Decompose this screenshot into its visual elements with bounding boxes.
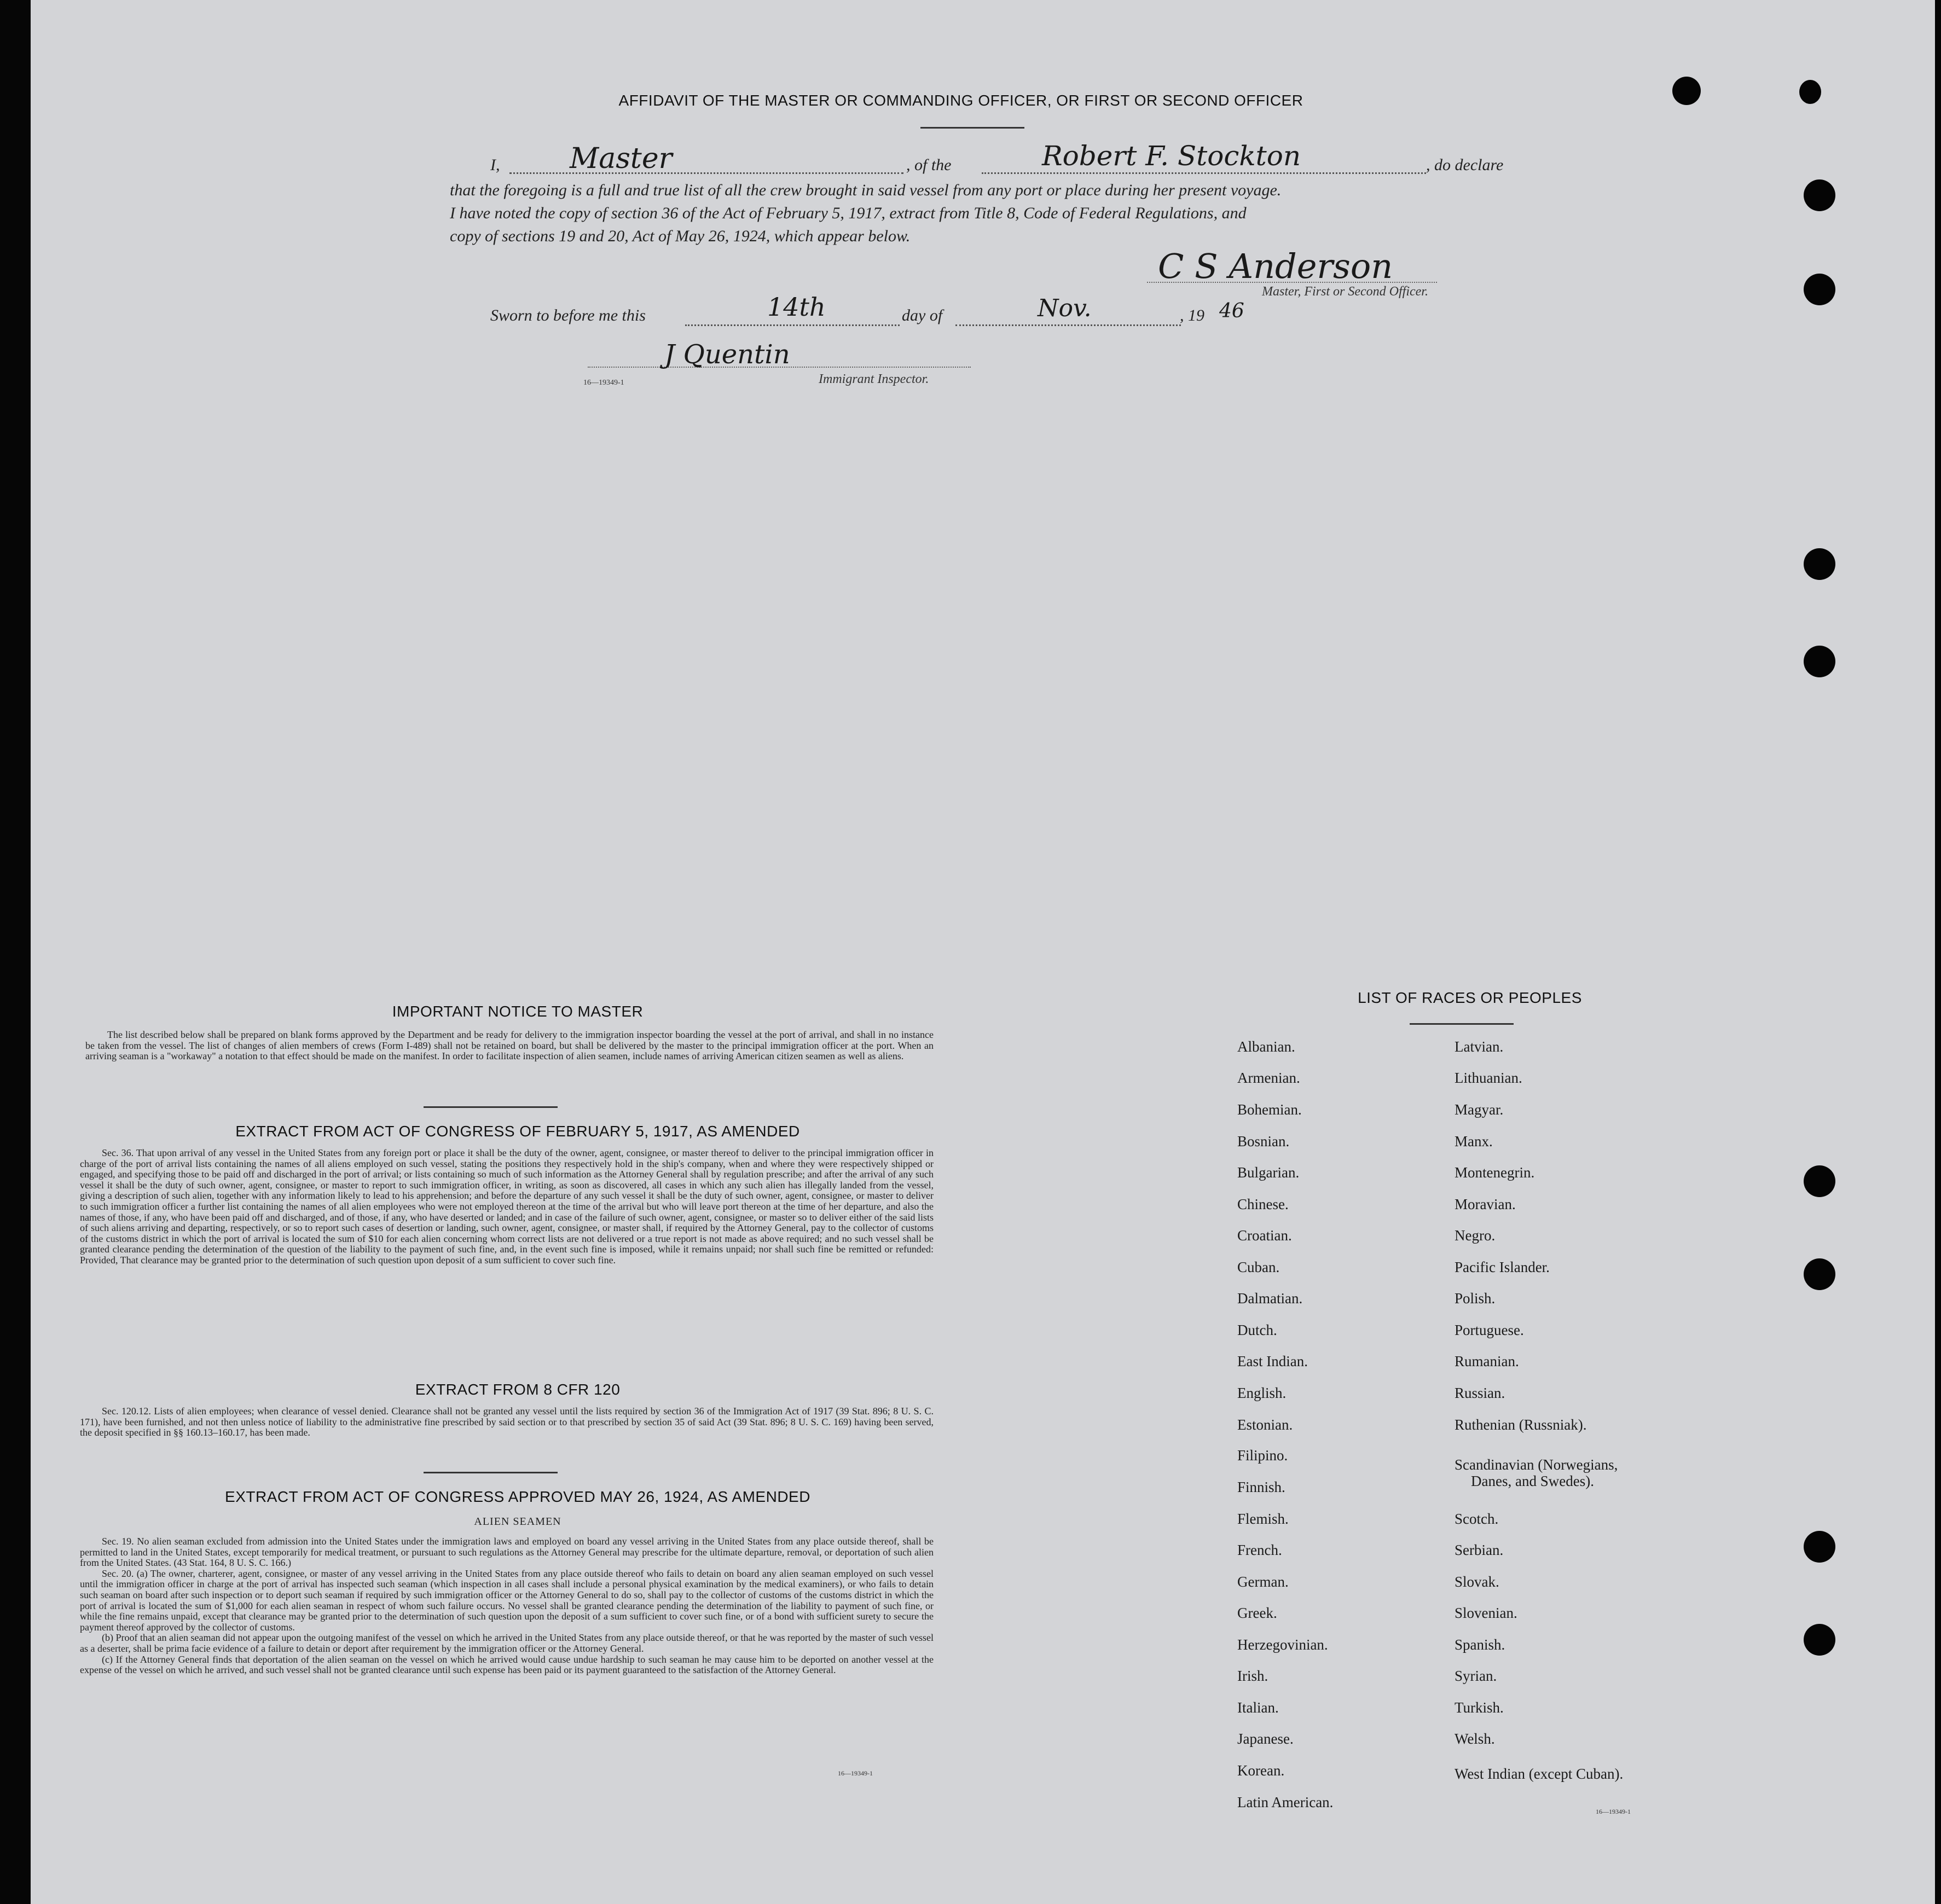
race-item: West Indian (except Cuban). [1455,1766,1624,1782]
race-item: Herzegovinian. [1237,1636,1328,1653]
race-item: Pacific Islander. [1455,1259,1550,1275]
notice-title: IMPORTANT NOTICE TO MASTER [392,1003,644,1020]
race-item: Moravian. [1455,1196,1516,1212]
race-item: Albanian. [1237,1038,1295,1055]
race-item: Welsh. [1455,1731,1495,1747]
divider [920,127,1024,129]
affidavit-lead: I, [490,156,500,174]
race-item: Latin American. [1237,1794,1334,1810]
race-item: Scandinavian (Norwegians, [1455,1456,1618,1473]
day-handwritten: 14th [767,292,826,322]
race-item: Slovenian. [1455,1605,1517,1621]
race-item: Turkish. [1455,1699,1504,1716]
race-item: Japanese. [1237,1731,1294,1747]
race-item: Portuguese. [1455,1322,1524,1338]
divider [424,1472,558,1473]
affidavit-body [450,179,1533,248]
punch-hole [1804,1624,1835,1656]
punch-hole [1804,548,1835,580]
extract1924-paragraph: Sec. 20. (a) The owner, charterer, agent, consignee, or master of any vessel arriving in the United States from any place outside thereof who fails to detain on board any alien seaman employed on such vessel until the immigration officer in charge at the port of arrival has inspected such seaman (which inspection in all cases shall include a personal physical examination by the medical examiners), or who fails to detain such seaman on board after such inspection or to deport such seaman if required by such immigration officer or the Attorney General to do so, shall pay to the collector of customs of the customs district in which the port of arrival is located the sum of $1,000 for each alien seaman in respect of whom such failure occurs. No vessel shall be granted clearance pending the determination of the liability to payment of such fine, or while the fine remains unpaid, except that clearance may be granted prior to the determination of such question upon the deposit of a sum sufficient to cover such fine, or of a bond with sufficient surety to secure the payment thereof approved by the collector of customs. [80,1568,934,1633]
race-item: Negro. [1455,1227,1496,1244]
affidavit-title: AFFIDAVIT OF THE MASTER OR COMMANDING OFFICER, OR FIRST OR SECOND OFFICER [618,92,1303,109]
race-item: Chinese. [1237,1196,1289,1212]
race-item: Bohemian. [1237,1101,1302,1118]
year-handwritten: 46 [1219,300,1244,322]
race-item: Russian. [1455,1385,1505,1401]
extract1924-title: EXTRACT FROM ACT OF CONGRESS APPROVED MAY 26, 1924, AS AMENDED [225,1488,810,1505]
extract1924-body [80,1536,934,1676]
extract1924-paragraph: (b) Proof that an alien seaman did not appear upon the outgoing manifest of the vessel on which he arrived in the United States from any place outside thereof, or that he was reported by the master of such vessel as a deserter, shall be prima facie evidence of a failure to detain or deport after requirement by the immigration officer or the Attorney General. [80,1632,934,1654]
race-item: Polish. [1455,1290,1496,1307]
month-handwritten: Nov. [1038,294,1092,322]
inspector-signature-field [588,339,971,370]
year-prefix: , 19 [1180,306,1204,324]
race-item: Korean. [1237,1762,1285,1779]
of-the-label: , of the [906,156,952,174]
day-of-label: day of [902,306,943,324]
document-page [31,0,1935,1904]
race-item: Scotch. [1455,1511,1499,1527]
race-item: Greek. [1237,1605,1277,1621]
race-item: Montenegrin. [1455,1164,1535,1181]
race-item: East Indian. [1237,1353,1308,1369]
race-item: Bosnian. [1237,1133,1290,1150]
race-item: Dutch. [1237,1322,1277,1338]
races-title: LIST OF RACES OR PEOPLES [1358,989,1582,1006]
affidavit-body-line: I have noted the copy of section 36 of the Act of February 5, 1917, extract from Title 8, Code of Federal Regulations, and [450,204,1247,222]
punch-hole [1804,646,1835,677]
punch-hole [1804,1165,1835,1197]
day-field [685,292,900,326]
extract1924-paragraph: (c) If the Attorney General finds that deportation of the alien seaman on the vessel on which he arrived would cause undue hardship to such seaman he may cause him to be deported on another vessel at the expense of the vessel on which he arrived, and such vessel shall not be granted clearance until such expense has been paid or its payment guaranteed to the satisfaction of the Attorney General. [80,1653,934,1676]
vessel-name-field [982,140,1426,174]
extractcfr-paragraph: Sec. 120.12. Lists of alien employees; when clearance of vessel denied. Clearance shall not be granted any vessel until the lists required by section 36 of the Immigration Act of 1917 (39 Stat. 896; 8 U. S. C. 171), have been furnished, and not then unless notice of liability to the administrative fine prescribed by said section or to that prescribed by section 35 of said Act (39 Stat. 896; 8 U. S. C. 169) having been served, the deposit specified in §§ 160.13–160.17, has been made. [80,1406,934,1438]
punch-hole [1804,179,1835,211]
race-item: Syrian. [1455,1668,1497,1684]
race-item: Spanish. [1455,1636,1505,1653]
form-number: 16—19349-1 [1596,1808,1631,1815]
punch-hole [1672,77,1701,105]
race-item: Lithuanian. [1455,1070,1522,1086]
race-item: French. [1237,1542,1282,1558]
race-item: Manx. [1455,1133,1493,1150]
extract1917-paragraph: Sec. 36. That upon arrival of any vessel in the United States from any foreign port or place it shall be the duty of the owner, agent, consignee, or master thereof to deliver to the principal immigration officer in charge of the port of arrival lists containing the names of all aliens employed on such vessel, stating the positions they respectively hold in the ship's company, when and where they were respectively shipped or engaged, and specifying those to be paid off and discharged in the port of arrival; or lists containing so much of such information as the Attorney General shall by regulation prescribe; and after the arrival of any such vessel it shall be the duty of such owner, agent, consignee, or master to report to such immigration officer, in writing, as soon as discovered, all cases in which any such alien has illegally landed from the vessel, giving a description of such alien, together with any information likely to lead to his apprehension; and before the departure of any such vessel it shall be the duty of such owner, agent, consignee, or master to deliver to such immigration officer a further list containing the names of all alien employees who were not employed thereon at the time of the arrival but who will leave port thereon at the time of her departure, and also the names of those, if any, who have been paid off and discharged, and of those, if any, who have deserted or landed; and in case of the failure of such owner, agent, consignee, or master so to deliver either of the said lists of such aliens arriving and departing, respectively, or so to report such cases of desertion or landing, such owner, agent, consignee, or master shall, if required by the Attorney General, pay to the collector of customs of the customs district in which the port of arrival is located the sum of $10 for each alien concerning whom correct lists are not delivered or a true report is not made as above required; and no such vessel shall be granted clearance pending the determination of the question of the liability to the payment of such fine, and, in the event such fine is imposed, while it remains unpaid; nor shall such fine be remitted or refunded: Provided, That clearance may be granted prior to the determination of such question upon deposit of a sum sufficient to cover such fine. [80,1147,934,1266]
race-item: Danes, and Swedes). [1471,1473,1594,1489]
race-item: Bulgarian. [1237,1164,1300,1181]
race-item: Cuban. [1237,1259,1280,1275]
race-item: Finnish. [1237,1479,1285,1495]
race-item: Estonian. [1237,1417,1293,1433]
notice-paragraph: The list described below shall be prepared on blank forms approved by the Department and be ready for delivery to the immigration inspector boarding the vessel at the port of arrival, and shall in no instance be taken from the vessel. The list of changes of alien members of crews (Form I-489) shall not be retained on board, but shall be delivered by the master to the principal immigration officer at the port. When an arriving seaman is a "workaway" a notation to that effect should be made on the manifest. In order to facilitate inspection of alien seamen, include names of arriving American citizen seamen as well as aliens. [85,1029,934,1062]
punch-hole [1804,1258,1835,1290]
race-item: German. [1237,1574,1289,1590]
punch-hole [1804,274,1835,305]
race-item: Italian. [1237,1699,1279,1716]
officer-signature-handwritten: C S Anderson [1158,246,1393,286]
form-number: 16—19349-1 [838,1769,873,1777]
month-field [955,294,1181,326]
vessel-name-handwritten: Robert F. Stockton [1042,140,1301,172]
race-item: Filipino. [1237,1447,1288,1464]
race-item: Armenian. [1237,1070,1300,1086]
divider [1410,1023,1514,1025]
extract1924-paragraph: Sec. 19. No alien seaman excluded from admission into the United States under the immigration laws and employed on board any vessel arriving in the United States from any place outside thereof, shall be permitted to land in the United States, except temporarily for medical treatment, or pursuant to such regulations as the Attorney General may prescribe for the ultimate departure, removal, or deportation of such alien from the United States. (43 Stat. 164, 8 U. S. C. 166.) [80,1536,934,1569]
inspector-signature-handwritten: J Quentin [664,339,790,370]
race-item: Rumanian. [1455,1353,1519,1369]
extract1924-subtitle: ALIEN SEAMEN [474,1516,561,1528]
affidavit-body-line: that the foregoing is a full and true list of all the crew brought in said vessel from any port or place during her present voyage. [450,181,1282,199]
punch-hole [1804,1531,1835,1563]
race-item: Flemish. [1237,1511,1289,1527]
do-declare-label: , do declare [1426,156,1504,174]
race-item: Latvian. [1455,1038,1504,1055]
extractcfr-title: EXTRACT FROM 8 CFR 120 [415,1381,621,1398]
race-item: Slovak. [1455,1574,1499,1590]
extract1917-title: EXTRACT FROM ACT OF CONGRESS OF FEBRUARY 5, 1917, AS AMENDED [235,1123,800,1140]
punch-hole [1799,80,1821,104]
race-item: Ruthenian (Russniak). [1455,1417,1587,1433]
race-item: Magyar. [1455,1101,1504,1118]
race-item: Croatian. [1237,1227,1292,1244]
sworn-label: Sworn to before me this [490,306,646,324]
affidavit-body-line: copy of sections 19 and 20, Act of May 26, 1924, which appear below. [450,227,911,245]
race-item: Serbian. [1455,1542,1504,1558]
master-name-field [509,142,903,175]
form-number: 16—19349-1 [583,379,624,387]
officer-signature-caption: Master, First or Second Officer. [1262,285,1428,299]
master-name-handwritten: Master [570,142,673,175]
divider [424,1106,558,1108]
race-item: Irish. [1237,1668,1268,1684]
officer-signature-field [1147,246,1437,286]
inspector-caption: Immigrant Inspector. [819,372,929,386]
race-item: Dalmatian. [1237,1290,1303,1307]
race-item: English. [1237,1385,1287,1401]
